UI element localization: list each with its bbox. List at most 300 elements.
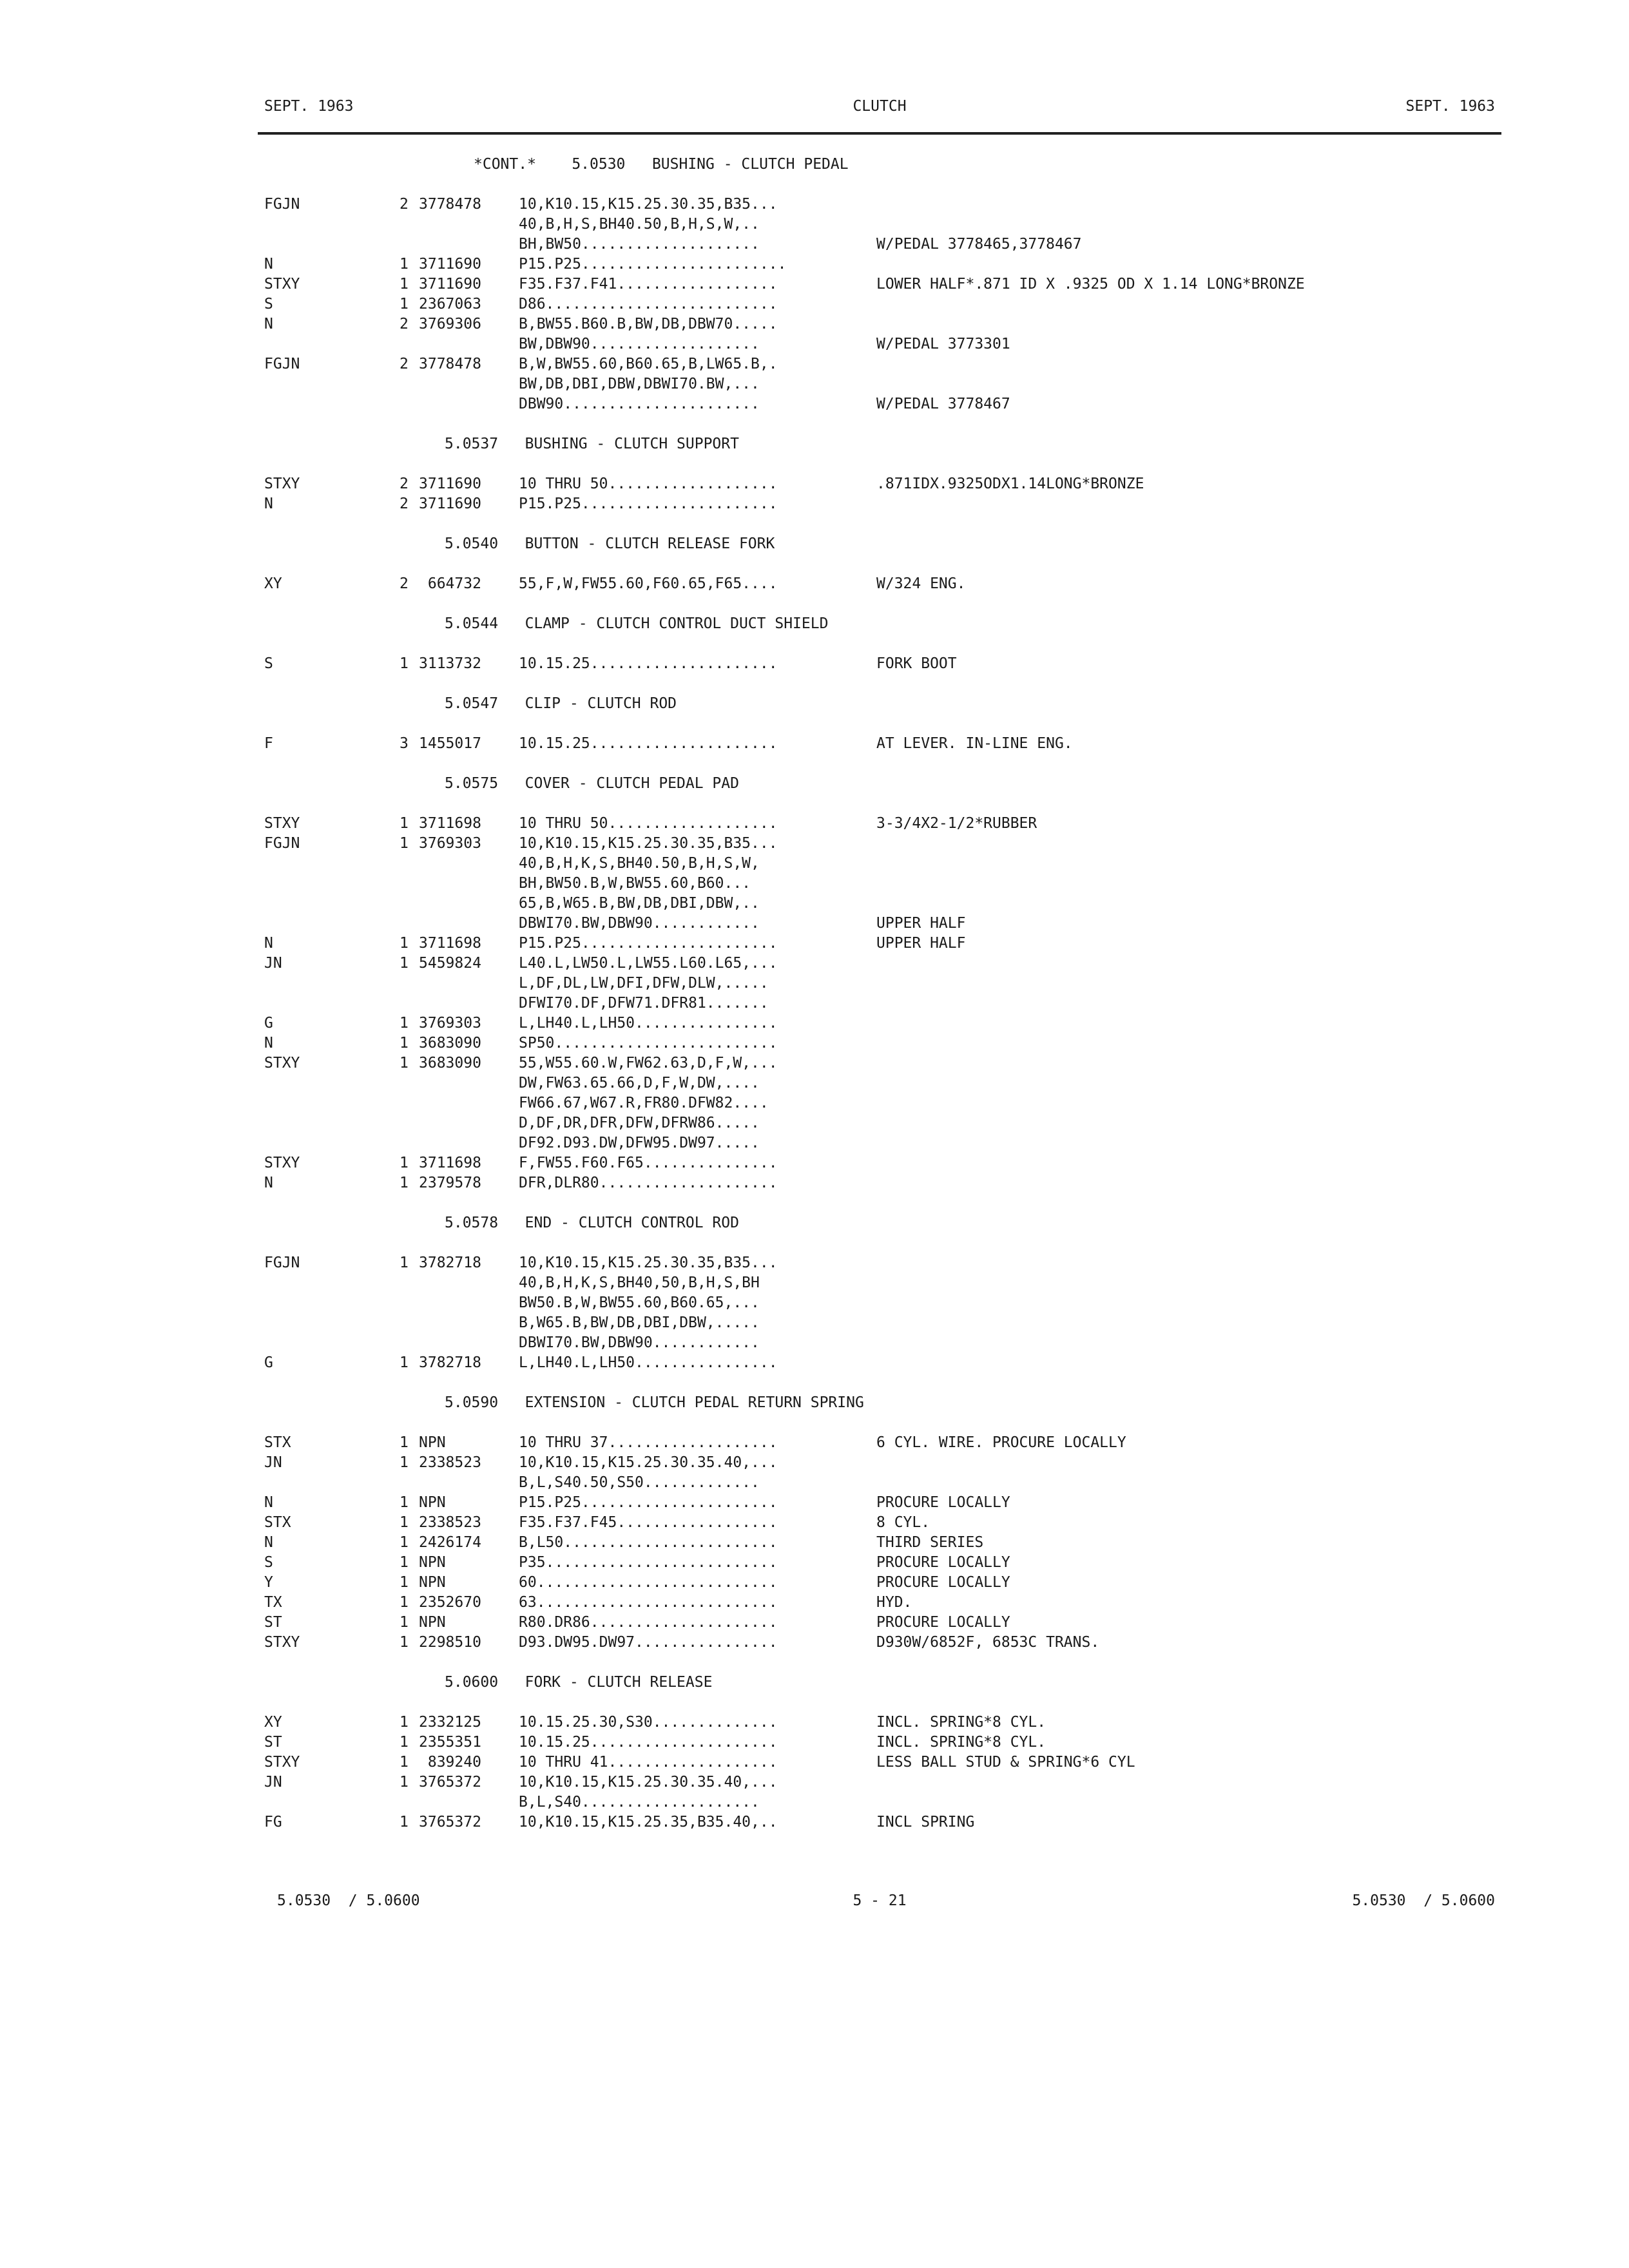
row-qty: 1 [400, 1035, 409, 1052]
row-qty: 1 [400, 935, 409, 952]
spacer [264, 175, 1495, 195]
row-models: P15.P25...................... [519, 935, 778, 952]
parts-row [264, 1113, 1495, 1133]
row-code [264, 394, 400, 414]
row-qty [400, 1093, 419, 1113]
row-models: SP50......................... [519, 1035, 778, 1052]
row-code: STXY [264, 1754, 300, 1771]
row-models: FW66.67,W67.R,FR80.DFW82.... [519, 1095, 769, 1111]
row-models: B,L,S40.50,S50............. [519, 1474, 760, 1491]
spacer [264, 1413, 1495, 1433]
parts-row [264, 1773, 1495, 1792]
row-qty: 1 [400, 1454, 409, 1471]
row-models: DBWI70.BW,DBW90............ [519, 1334, 760, 1351]
row-part: NPN [419, 1434, 446, 1451]
parts-row [264, 1493, 1495, 1513]
row-models: 10 THRU 50................... [519, 476, 778, 492]
parts-section [264, 534, 1495, 614]
parts-row [264, 354, 1495, 374]
section-title: 5.0547 CLIP - CLUTCH ROD [445, 695, 677, 712]
row-models: BW,DB,DBI,DBW,DBWI70.BW,... [519, 376, 760, 392]
row-part: 3683090 [419, 1055, 481, 1072]
row-qty [400, 374, 419, 394]
parts-section [264, 1393, 1495, 1673]
row-code: JN [264, 955, 282, 972]
row-models: DFWI70.DF,DFW71.DFR81....... [519, 995, 769, 1012]
page-footer [264, 1891, 1495, 1917]
parts-row [264, 1792, 1495, 1812]
row-qty [400, 235, 419, 255]
row-part [419, 1093, 519, 1113]
row-code [264, 914, 400, 934]
row-code: FG [264, 1814, 282, 1831]
parts-row [264, 814, 1495, 834]
header-date-left: SEPT. 1963 [264, 98, 354, 115]
row-part [419, 394, 519, 414]
row-models: 40,B,H,K,S,BH40,50,B,H,S,BH [519, 1274, 760, 1291]
row-models: 10,K10.15,K15.25.30.35.40,... [519, 1774, 778, 1791]
header-date-right: SEPT. 1963 [1405, 98, 1495, 115]
row-qty [400, 894, 419, 914]
row-models: 10,K10.15,K15.25.30.35,B35... [519, 196, 778, 213]
row-models: B,L50........................ [519, 1534, 778, 1551]
row-remarks: W/PEDAL 3778467 [876, 396, 1010, 412]
row-code: N [264, 256, 273, 273]
row-part: 2338523 [419, 1514, 481, 1531]
row-models: 10 THRU 41................... [519, 1754, 778, 1771]
row-remarks: THIRD SERIES [876, 1534, 984, 1551]
row-models: B,W65.B,BW,DB,DBI,DBW,..... [519, 1314, 760, 1331]
row-models: P15.P25....................... [519, 256, 787, 273]
row-code [264, 1133, 400, 1153]
parts-row [264, 874, 1495, 894]
row-qty: 1 [400, 1534, 409, 1551]
parts-row [264, 1014, 1495, 1033]
parts-row [264, 195, 1495, 215]
spacer [264, 554, 1495, 574]
row-remarks: INCL. SPRING*8 CYL. [876, 1714, 1046, 1731]
row-qty [400, 854, 419, 874]
row-part: 3782718 [419, 1254, 481, 1271]
section-title: 5.0537 BUSHING - CLUTCH SUPPORT [445, 436, 739, 452]
row-code: STXY [264, 815, 300, 832]
row-code: Y [264, 1574, 273, 1591]
section-title: 5.0540 BUTTON - CLUTCH RELEASE FORK [445, 535, 775, 552]
row-part: NPN [419, 1554, 446, 1571]
row-qty: 1 [400, 1494, 409, 1511]
row-part: 3778478 [419, 196, 481, 213]
row-models: DW,FW63.65.66,D,F,W,DW,.... [519, 1075, 760, 1091]
parts-row [264, 1433, 1495, 1453]
parts-section [264, 774, 1495, 1213]
spacer [264, 414, 1495, 434]
row-part [419, 215, 519, 235]
row-remarks: UPPER HALF [876, 935, 966, 952]
header-section-title: CLUTCH [853, 98, 907, 115]
row-code: ST [264, 1614, 282, 1631]
row-models: 10 THRU 50................... [519, 815, 778, 832]
row-qty: 3 [400, 735, 409, 752]
row-qty: 1 [400, 296, 409, 312]
row-models: P35.......................... [519, 1554, 778, 1571]
row-code [264, 1313, 400, 1333]
row-part [419, 1113, 519, 1133]
footer-range-left: 5.0530 / 5.0600 [277, 1892, 420, 1909]
row-code: STXY [264, 1055, 300, 1072]
row-part: 3765372 [419, 1774, 481, 1791]
row-models: L,LH40.L,LH50................ [519, 1015, 778, 1032]
parts-row [264, 235, 1495, 255]
parts-row [264, 1073, 1495, 1093]
parts-row [264, 334, 1495, 354]
parts-section [264, 155, 1495, 434]
spacer [264, 1653, 1495, 1673]
row-remarks: 6 CYL. WIRE. PROCURE LOCALLY [876, 1434, 1126, 1451]
row-code: N [264, 495, 273, 512]
row-qty: 1 [400, 1814, 409, 1831]
row-qty: 1 [400, 835, 409, 852]
parts-row [264, 1593, 1495, 1613]
row-part [419, 1792, 519, 1812]
row-models: 10,K10.15,K15.25.35,B35.40,.. [519, 1814, 778, 1831]
parts-row [264, 1613, 1495, 1633]
row-code: STXY [264, 276, 300, 293]
row-remarks: PROCURE LOCALLY [876, 1494, 1010, 1511]
row-qty: 2 [400, 575, 409, 592]
row-code: FGJN [264, 835, 300, 852]
row-part [419, 974, 519, 994]
row-part: 3711698 [419, 1155, 481, 1171]
row-part: 2338523 [419, 1454, 481, 1471]
parts-row [264, 1093, 1495, 1113]
row-code: FGJN [264, 356, 300, 372]
row-remarks: LESS BALL STUD & SPRING*6 CYL [876, 1754, 1135, 1771]
parts-row [264, 294, 1495, 314]
row-qty: 1 [400, 1155, 409, 1171]
row-part: 3711690 [419, 476, 481, 492]
row-code: ST [264, 1734, 282, 1751]
row-remarks: 8 CYL. [876, 1514, 930, 1531]
parts-row [264, 1313, 1495, 1333]
spacer [264, 454, 1495, 474]
parts-row [264, 1453, 1495, 1473]
row-part: 2332125 [419, 1714, 481, 1731]
parts-row [264, 374, 1495, 394]
row-part [419, 994, 519, 1014]
parts-row [264, 934, 1495, 954]
row-remarks: PROCURE LOCALLY [876, 1574, 1010, 1591]
row-qty [400, 1313, 419, 1333]
row-qty [400, 215, 419, 235]
row-code: S [264, 655, 273, 672]
row-part: 2379578 [419, 1175, 481, 1191]
row-code: S [264, 1554, 273, 1571]
row-qty [400, 1113, 419, 1133]
row-models: D86.......................... [519, 296, 778, 312]
row-remarks: UPPER HALF [876, 915, 966, 932]
row-remarks: .871IDX.9325ODX1.14LONG*BRONZE [876, 476, 1144, 492]
parts-section [264, 694, 1495, 774]
row-models: F35.F37.F45.................. [519, 1514, 778, 1531]
parts-section [264, 1213, 1495, 1393]
row-part: 2298510 [419, 1634, 481, 1651]
row-qty: 1 [400, 1614, 409, 1631]
row-remarks: W/324 ENG. [876, 575, 966, 592]
parts-section [264, 434, 1495, 534]
parts-row [264, 1733, 1495, 1753]
row-part: 3778478 [419, 356, 481, 372]
row-part [419, 1293, 519, 1313]
row-qty: 1 [400, 1714, 409, 1731]
row-models: BW50.B,W,BW55.60,B60.65,... [519, 1294, 760, 1311]
spacer [264, 634, 1495, 654]
parts-row [264, 394, 1495, 414]
row-part [419, 1073, 519, 1093]
row-qty: 2 [400, 356, 409, 372]
row-models: BW,DBW90................... [519, 336, 760, 352]
row-qty: 1 [400, 1175, 409, 1191]
page-number: 5 - 21 [853, 1892, 907, 1909]
row-models: DBWI70.BW,DBW90............ [519, 915, 760, 932]
row-models: DF92.D93.DW,DFW95.DW97..... [519, 1135, 760, 1151]
row-qty [400, 394, 419, 414]
row-part [419, 914, 519, 934]
row-part: 2367063 [419, 296, 481, 312]
row-remarks: HYD. [876, 1594, 912, 1611]
row-code [264, 1293, 400, 1313]
row-part: 3769303 [419, 1015, 481, 1032]
parts-section [264, 614, 1495, 694]
row-models: 10.15.25..................... [519, 1734, 778, 1751]
row-qty: 1 [400, 815, 409, 832]
parts-row [264, 494, 1495, 514]
row-models: BH,BW50.................... [519, 236, 760, 253]
row-part [419, 1133, 519, 1153]
parts-row [264, 1273, 1495, 1293]
parts-row [264, 894, 1495, 914]
row-qty: 1 [400, 1055, 409, 1072]
section-title: 5.0544 CLAMP - CLUTCH CONTROL DUCT SHIELD [445, 615, 829, 632]
row-code [264, 1073, 400, 1093]
parts-row [264, 1153, 1495, 1173]
row-part [419, 854, 519, 874]
spacer [264, 714, 1495, 734]
row-models: P15.P25...................... [519, 495, 778, 512]
row-qty: 1 [400, 1634, 409, 1651]
row-remarks: W/PEDAL 3773301 [876, 336, 1010, 352]
row-part: 3711698 [419, 815, 481, 832]
parts-row [264, 1513, 1495, 1533]
row-models: 65,B,W65.B,BW,DB,DBI,DBW,.. [519, 895, 760, 912]
parts-row [264, 1293, 1495, 1313]
row-part [419, 374, 519, 394]
row-code: N [264, 935, 273, 952]
row-code: F [264, 735, 273, 752]
row-code: STXY [264, 1155, 300, 1171]
row-qty: 2 [400, 476, 409, 492]
row-remarks: AT LEVER. IN-LINE ENG. [876, 735, 1073, 752]
row-part: 2426174 [419, 1534, 481, 1551]
row-qty: 2 [400, 495, 409, 512]
row-qty [400, 1273, 419, 1293]
row-code: N [264, 1175, 273, 1191]
parts-row [264, 854, 1495, 874]
row-code: FGJN [264, 196, 300, 213]
row-code: N [264, 1534, 273, 1551]
parts-row [264, 314, 1495, 334]
row-part: 3782718 [419, 1354, 481, 1371]
parts-row [264, 994, 1495, 1014]
row-code [264, 1333, 400, 1353]
row-models: 10,K10.15,K15.25.30.35,B35... [519, 835, 778, 852]
row-part: 3683090 [419, 1035, 481, 1052]
row-part: 5459824 [419, 955, 481, 972]
parts-row [264, 1353, 1495, 1373]
section-title: 5.0600 FORK - CLUTCH RELEASE [445, 1674, 713, 1691]
row-part: 839240 [419, 1754, 481, 1771]
row-part: 3769306 [419, 316, 481, 332]
parts-row [264, 1253, 1495, 1273]
spacer [264, 794, 1495, 814]
row-qty: 1 [400, 1594, 409, 1611]
row-remarks: W/PEDAL 3778465,3778467 [876, 236, 1082, 253]
row-part [419, 1473, 519, 1493]
parts-row [264, 914, 1495, 934]
row-code [264, 1113, 400, 1133]
spacer [264, 674, 1495, 694]
row-part [419, 894, 519, 914]
row-code [264, 874, 400, 894]
parts-row [264, 1753, 1495, 1773]
parts-row [264, 834, 1495, 854]
row-models: 55,W55.60.W,FW62.63,D,F,W,... [519, 1055, 778, 1072]
row-qty [400, 1073, 419, 1093]
row-qty: 1 [400, 655, 409, 672]
section-title: *CONT.* 5.0530 BUSHING - CLUTCH PEDAL [474, 156, 849, 173]
row-models: 10 THRU 37................... [519, 1434, 778, 1451]
row-code: STXY [264, 1634, 300, 1651]
parts-row [264, 1573, 1495, 1593]
row-qty: 1 [400, 1514, 409, 1531]
row-part: 3765372 [419, 1814, 481, 1831]
parts-row [264, 1633, 1495, 1653]
row-part: 3711698 [419, 935, 481, 952]
row-models: DBW90...................... [519, 396, 760, 412]
row-models: 10.15.25..................... [519, 655, 778, 672]
row-code: XY [264, 575, 282, 592]
row-part: 2352670 [419, 1594, 481, 1611]
parts-row [264, 1053, 1495, 1073]
parts-row [264, 1133, 1495, 1153]
row-code [264, 374, 400, 394]
row-models: BH,BW50.B,W,BW55.60,B60... [519, 875, 751, 892]
parts-row [264, 974, 1495, 994]
spacer [264, 514, 1495, 534]
row-code [264, 1273, 400, 1293]
row-code [264, 994, 400, 1014]
row-code: N [264, 1494, 273, 1511]
row-qty: 1 [400, 256, 409, 273]
row-qty: 1 [400, 1754, 409, 1771]
row-remarks: INCL. SPRING*8 CYL. [876, 1734, 1046, 1751]
row-models: 40,B,H,K,S,BH40.50,B,H,S,W, [519, 855, 760, 872]
row-part: 3711690 [419, 276, 481, 293]
row-part: 3113732 [419, 655, 481, 672]
row-models: DFR,DLR80.................... [519, 1175, 778, 1191]
row-code: FGJN [264, 1254, 300, 1271]
row-code: N [264, 1035, 273, 1052]
row-qty: 2 [400, 196, 409, 213]
row-qty [400, 994, 419, 1014]
row-models: R80.DR86..................... [519, 1614, 778, 1631]
spacer [264, 1693, 1495, 1713]
row-qty [400, 974, 419, 994]
parts-row [264, 215, 1495, 235]
row-code [264, 235, 400, 255]
row-part: 3711690 [419, 495, 481, 512]
row-qty [400, 1473, 419, 1493]
row-remarks: LOWER HALF*.871 ID X .9325 OD X 1.14 LONG*BRONZE [876, 276, 1305, 293]
row-models: L40.L,LW50.L,LW55.L60.L65,... [519, 955, 778, 972]
row-code: STX [264, 1514, 291, 1531]
row-models: 40,B,H,S,BH40.50,B,H,S,W,.. [519, 216, 760, 233]
parts-row [264, 1033, 1495, 1053]
parts-row [264, 1333, 1495, 1353]
row-code: S [264, 296, 273, 312]
row-qty [400, 1293, 419, 1313]
row-qty: 1 [400, 1015, 409, 1032]
row-qty [400, 334, 419, 354]
row-code: JN [264, 1774, 282, 1791]
row-models: 55,F,W,FW55.60,F60.65,F65.... [519, 575, 778, 592]
spacer [264, 594, 1495, 614]
section-title: 5.0575 COVER - CLUTCH PEDAL PAD [445, 775, 739, 792]
row-remarks: FORK BOOT [876, 655, 957, 672]
row-models: D,DF,DR,DFR,DFW,DFRW86..... [519, 1115, 760, 1131]
row-qty [400, 1333, 419, 1353]
row-models: L,LH40.L,LH50................ [519, 1354, 778, 1371]
row-models: 63........................... [519, 1594, 778, 1611]
row-part [419, 1273, 519, 1293]
parts-row [264, 1553, 1495, 1573]
row-code [264, 334, 400, 354]
header-rule [258, 132, 1501, 135]
row-qty: 1 [400, 1354, 409, 1371]
row-qty: 1 [400, 1574, 409, 1591]
row-remarks: PROCURE LOCALLY [876, 1554, 1010, 1571]
parts-row [264, 654, 1495, 674]
row-remarks: D930W/6852F, 6853C TRANS. [876, 1634, 1100, 1651]
row-part: 2355351 [419, 1734, 481, 1751]
row-code: STX [264, 1434, 291, 1451]
row-code: STXY [264, 476, 300, 492]
row-code: G [264, 1015, 273, 1032]
page-header [264, 97, 1495, 122]
parts-row [264, 255, 1495, 274]
row-part: 3769303 [419, 835, 481, 852]
row-code [264, 1792, 400, 1812]
row-code: JN [264, 1454, 282, 1471]
parts-listing [264, 155, 1495, 1832]
parts-row [264, 1533, 1495, 1553]
row-code: N [264, 316, 273, 332]
row-part: NPN [419, 1494, 446, 1511]
row-models: B,L,S40.................... [519, 1794, 760, 1811]
parts-row [264, 474, 1495, 494]
row-qty: 1 [400, 955, 409, 972]
row-code [264, 894, 400, 914]
parts-row [264, 274, 1495, 294]
